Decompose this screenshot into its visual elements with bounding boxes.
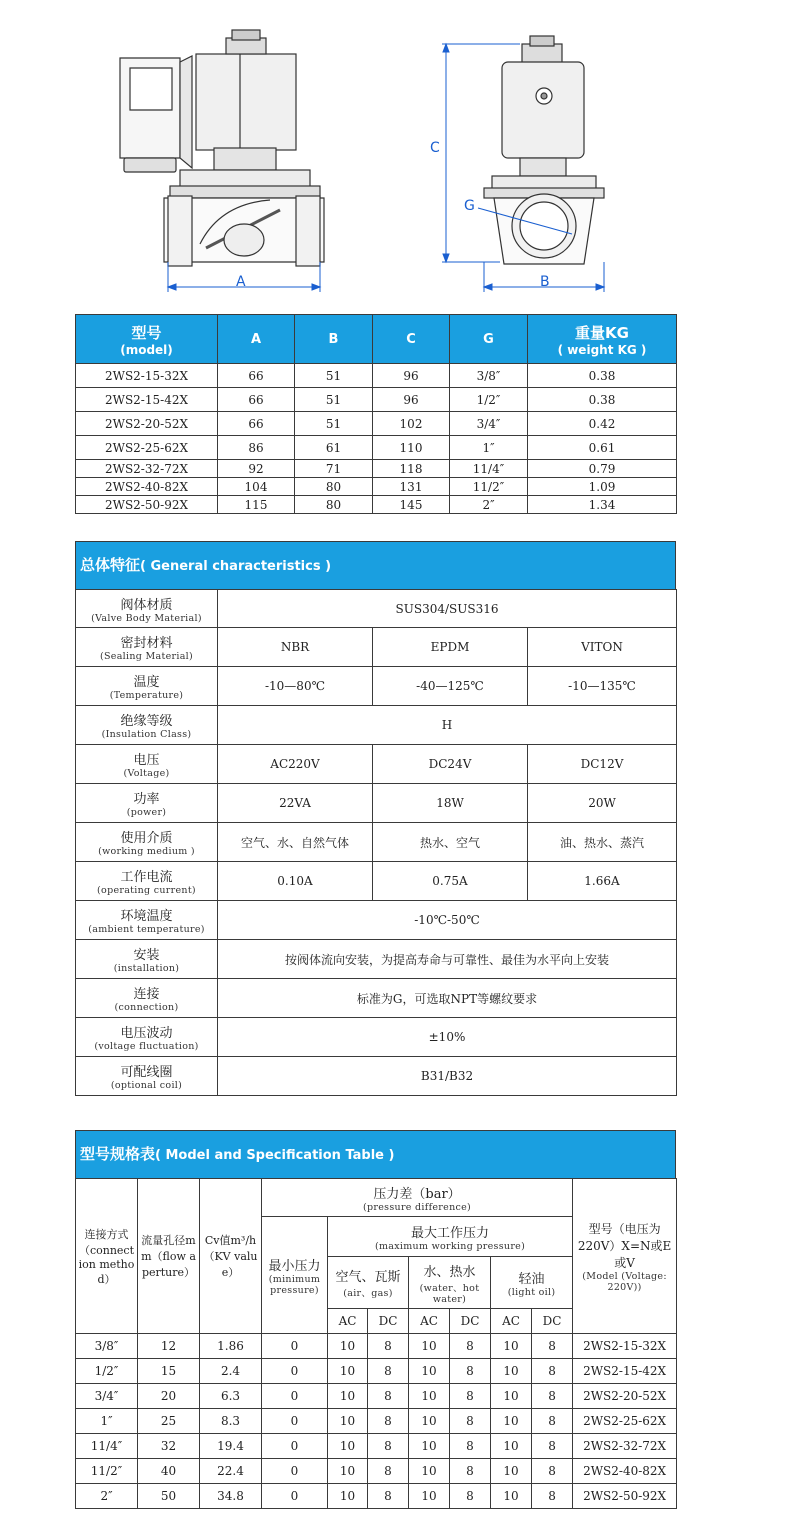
characteristic-label: 温度 (Temperature) [76, 667, 218, 706]
table-row [76, 745, 677, 784]
table-cell: 96 [373, 388, 450, 412]
table-cell: 32 [138, 1434, 200, 1459]
table-cell: 11/4″ [450, 460, 528, 478]
table-cell: 8 [532, 1434, 573, 1459]
table-cell: 8.3 [200, 1409, 262, 1434]
header-weight: 重量KG ( weight KG ) [528, 315, 677, 364]
table-cell: 22.4 [200, 1459, 262, 1484]
characteristic-value: B31/B32 [218, 1057, 677, 1096]
table-cell: 12 [138, 1334, 200, 1359]
characteristic-label: 绝缘等级 (Insulation Class) [76, 706, 218, 745]
table-cell: 2WS2-15-32X [76, 364, 218, 388]
table-cell: 50 [138, 1484, 200, 1509]
table-row [76, 590, 677, 628]
table-cell: 10 [328, 1334, 368, 1359]
table-cell: 11/2″ [450, 478, 528, 496]
table-cell: 8 [532, 1459, 573, 1484]
characteristic-value: AC220V [218, 745, 373, 784]
table-row [76, 1384, 677, 1409]
table-cell: 0 [262, 1359, 328, 1384]
table-row [76, 979, 677, 1018]
table-cell: 20 [138, 1384, 200, 1409]
table-cell: 3/4″ [76, 1384, 138, 1409]
header-flow: 流量孔径mm（flow aperture） [138, 1179, 200, 1334]
table-row [76, 436, 677, 460]
table-cell: 8 [450, 1409, 491, 1434]
header-ac: AC [491, 1309, 532, 1334]
table-cell: 2WS2-32-72X [573, 1434, 677, 1459]
table-cell: 51 [295, 364, 373, 388]
table-cell: 104 [218, 478, 295, 496]
table-cell: 10 [409, 1359, 450, 1384]
table-cell: 2WS2-15-32X [573, 1334, 677, 1359]
table-cell: 8 [368, 1409, 409, 1434]
characteristic-value: -40—125℃ [373, 667, 528, 706]
table-cell: 8 [450, 1459, 491, 1484]
characteristic-value: -10—135℃ [528, 667, 677, 706]
front-view [484, 36, 604, 264]
table-cell: 2WS2-15-42X [573, 1359, 677, 1384]
table-cell: 1/2″ [76, 1359, 138, 1384]
table-cell: 0.38 [528, 364, 677, 388]
table-cell: 10 [328, 1384, 368, 1409]
table-cell: 8 [532, 1484, 573, 1509]
table-cell: 10 [409, 1434, 450, 1459]
table-cell: 80 [295, 496, 373, 514]
header-air: 空气、瓦斯 (air、gas) [328, 1257, 409, 1309]
spec-title: 型号规格表 [80, 1145, 156, 1163]
characteristic-value: 22VA [218, 784, 373, 823]
header-dc: DC [450, 1309, 491, 1334]
table-row [76, 706, 677, 745]
header-connection: 连接方式（connection method） [76, 1179, 138, 1334]
table-cell: 8 [368, 1459, 409, 1484]
characteristic-value: 标准为G，可选取NPT等螺纹要求 [218, 979, 677, 1018]
table-row [76, 1057, 677, 1096]
characteristic-value: ±10% [218, 1018, 677, 1057]
characteristic-label: 安装 (installation) [76, 940, 218, 979]
characteristic-value: 热水、空气 [373, 823, 528, 862]
table-cell: 0.38 [528, 388, 677, 412]
header-g: G [450, 315, 528, 364]
table-cell: 10 [491, 1334, 532, 1359]
spec-table [75, 1130, 676, 1509]
characteristic-value: 按阀体流向安装，为提高寿命与可靠性、最佳为水平向上安装 [218, 940, 677, 979]
table-cell: 8 [450, 1484, 491, 1509]
table-row [76, 1434, 677, 1459]
spec-title-bar [75, 1130, 676, 1178]
table-cell: 6.3 [200, 1384, 262, 1409]
table-cell: 2″ [450, 496, 528, 514]
table-cell: 2.4 [200, 1359, 262, 1384]
table-cell: 1.86 [200, 1334, 262, 1359]
header-cv: Cv值m³/h（KV value） [200, 1179, 262, 1334]
table-row [76, 1334, 677, 1359]
table-cell: 25 [138, 1409, 200, 1434]
table-cell: 2WS2-40-82X [573, 1459, 677, 1484]
dimension-b-label: B [540, 274, 550, 290]
table-cell: 1″ [76, 1409, 138, 1434]
table-row [76, 784, 677, 823]
table-cell: 0 [262, 1459, 328, 1484]
header-pressure: 压力差（bar） (pressure difference) [262, 1179, 573, 1217]
table-cell: 10 [409, 1484, 450, 1509]
table-row [76, 460, 677, 478]
characteristic-value: 20W [528, 784, 677, 823]
table-cell: 0 [262, 1409, 328, 1434]
characteristic-value: 0.10A [218, 862, 373, 901]
table-cell: 40 [138, 1459, 200, 1484]
table-cell: 2WS2-20-52X [573, 1384, 677, 1409]
table-cell: 8 [532, 1409, 573, 1434]
characteristic-value: 油、热水、蒸汽 [528, 823, 677, 862]
table-cell: 10 [409, 1384, 450, 1409]
table-row [76, 667, 677, 706]
header-min-pressure: 最小压力 (minimum pressure) [262, 1217, 328, 1334]
dimensions-table [75, 314, 676, 514]
characteristic-label: 密封材料 (Sealing Material) [76, 628, 218, 667]
table-cell: 10 [409, 1459, 450, 1484]
table-cell: 2″ [76, 1484, 138, 1509]
table-cell: 2WS2-40-82X [76, 478, 218, 496]
table-cell: 10 [328, 1434, 368, 1459]
table-cell: 10 [409, 1334, 450, 1359]
table-row [76, 1459, 677, 1484]
table-cell: 71 [295, 460, 373, 478]
characteristic-value: DC12V [528, 745, 677, 784]
characteristic-label: 功率 (power) [76, 784, 218, 823]
table-cell: 10 [409, 1409, 450, 1434]
characteristic-label: 电压 (Voltage) [76, 745, 218, 784]
characteristic-value: SUS304/SUS316 [218, 590, 677, 628]
table-row [76, 364, 677, 388]
table-cell: 0 [262, 1334, 328, 1359]
table-cell: 10 [328, 1409, 368, 1434]
table-cell: 2WS2-50-92X [76, 496, 218, 514]
table-cell: 1/2″ [450, 388, 528, 412]
table-cell: 131 [373, 478, 450, 496]
table-cell: 10 [328, 1459, 368, 1484]
characteristic-value: -10℃-50℃ [218, 901, 677, 940]
table-cell: 0 [262, 1434, 328, 1459]
table-cell: 0 [262, 1484, 328, 1509]
characteristic-value: 空气、水、自然气体 [218, 823, 373, 862]
table-cell: 19.4 [200, 1434, 262, 1459]
table-cell: 51 [295, 412, 373, 436]
table-cell: 10 [491, 1484, 532, 1509]
characteristic-value: -10—80℃ [218, 667, 373, 706]
general-title-bar [75, 541, 676, 589]
header-ac: AC [328, 1309, 368, 1334]
characteristic-value: VITON [528, 628, 677, 667]
table-cell: 8 [450, 1384, 491, 1409]
table-cell: 3/8″ [76, 1334, 138, 1359]
table-row [76, 496, 677, 514]
table-cell: 8 [368, 1384, 409, 1409]
table-row [76, 1409, 677, 1434]
table-cell: 8 [368, 1359, 409, 1384]
characteristic-label: 工作电流 (operating current) [76, 862, 218, 901]
characteristic-value: 18W [373, 784, 528, 823]
table-row [76, 478, 677, 496]
table-cell: 66 [218, 388, 295, 412]
table-row [76, 628, 677, 667]
header-model: 型号（电压为220V）X=N或E或V (Model (Voltage: 220V)) [573, 1179, 677, 1334]
table-cell: 145 [373, 496, 450, 514]
table-cell: 10 [328, 1484, 368, 1509]
table-row [76, 940, 677, 979]
header-oil: 轻油 (light oil) [491, 1257, 573, 1309]
table-cell: 8 [368, 1434, 409, 1459]
table-cell: 0 [262, 1384, 328, 1409]
table-cell: 80 [295, 478, 373, 496]
table-cell: 3/4″ [450, 412, 528, 436]
table-row [76, 388, 677, 412]
table-cell: 0.61 [528, 436, 677, 460]
general-title: 总体特征 [80, 556, 141, 574]
table-cell: 92 [218, 460, 295, 478]
table-cell: 115 [218, 496, 295, 514]
valve-drawing [0, 0, 790, 300]
dimension-a-label: A [236, 274, 246, 290]
characteristic-label: 阀体材质 (Valve Body Material) [76, 590, 218, 628]
table-cell: 2WS2-32-72X [76, 460, 218, 478]
characteristic-value: 0.75A [373, 862, 528, 901]
table-row [76, 1484, 677, 1509]
table-cell: 15 [138, 1359, 200, 1384]
table-cell: 10 [491, 1459, 532, 1484]
dimension-c-label: C [430, 140, 440, 156]
table-cell: 8 [368, 1334, 409, 1359]
header-b: B [295, 315, 373, 364]
table-cell: 51 [295, 388, 373, 412]
general-title-en: ( General characteristics ) [140, 559, 332, 574]
header-dc: DC [368, 1309, 409, 1334]
table-cell: 0.42 [528, 412, 677, 436]
characteristic-label: 使用介质 (working medium ) [76, 823, 218, 862]
characteristic-label: 可配线圈 (optional coil) [76, 1057, 218, 1096]
table-cell: 118 [373, 460, 450, 478]
table-row [76, 862, 677, 901]
table-cell: 8 [450, 1334, 491, 1359]
table-cell: 2WS2-25-62X [76, 436, 218, 460]
table-cell: 2WS2-50-92X [573, 1484, 677, 1509]
header-c: C [373, 315, 450, 364]
table-cell: 2WS2-20-52X [76, 412, 218, 436]
characteristic-value: H [218, 706, 677, 745]
table-cell: 10 [491, 1434, 532, 1459]
table-cell: 8 [368, 1484, 409, 1509]
table-cell: 86 [218, 436, 295, 460]
table-cell: 8 [450, 1359, 491, 1384]
characteristic-label: 连接 (connection) [76, 979, 218, 1018]
table-cell: 0.79 [528, 460, 677, 478]
characteristic-value: 1.66A [528, 862, 677, 901]
table-cell: 34.8 [200, 1484, 262, 1509]
table-cell: 1″ [450, 436, 528, 460]
header-water: 水、热水 (water、hot water) [409, 1257, 491, 1309]
table-cell: 1.09 [528, 478, 677, 496]
table-cell: 11/2″ [76, 1459, 138, 1484]
table-cell: 11/4″ [76, 1434, 138, 1459]
header-a: A [218, 315, 295, 364]
header-ac: AC [409, 1309, 450, 1334]
table-row [76, 1018, 677, 1057]
header-max-pressure: 最大工作压力 (maximum working pressure) [328, 1217, 573, 1257]
table-cell: 1.34 [528, 496, 677, 514]
table-cell: 3/8″ [450, 364, 528, 388]
characteristic-label: 环境温度 (ambient temperature) [76, 901, 218, 940]
table-cell: 10 [491, 1409, 532, 1434]
header-model: 型号 (model) [76, 315, 218, 364]
characteristic-label: 电压波动 (voltage fluctuation) [76, 1018, 218, 1057]
general-characteristics [75, 541, 676, 1096]
header-dc: DC [532, 1309, 573, 1334]
table-row [76, 1359, 677, 1384]
table-cell: 102 [373, 412, 450, 436]
table-cell: 66 [218, 364, 295, 388]
side-view [120, 30, 324, 266]
table-cell: 10 [491, 1359, 532, 1384]
table-cell: 8 [532, 1359, 573, 1384]
table-row [76, 901, 677, 940]
table-cell: 2WS2-15-42X [76, 388, 218, 412]
dimension-g-label: G [464, 198, 475, 214]
characteristic-value: DC24V [373, 745, 528, 784]
table-cell: 8 [450, 1434, 491, 1459]
table-row [76, 412, 677, 436]
table-cell: 10 [328, 1359, 368, 1384]
table-cell: 61 [295, 436, 373, 460]
table-cell: 8 [532, 1384, 573, 1409]
characteristic-value: NBR [218, 628, 373, 667]
table-cell: 96 [373, 364, 450, 388]
table-cell: 8 [532, 1334, 573, 1359]
table-cell: 2WS2-25-62X [573, 1409, 677, 1434]
table-cell: 110 [373, 436, 450, 460]
table-cell: 66 [218, 412, 295, 436]
table-row [76, 823, 677, 862]
spec-title-en: ( Model and Specification Table ) [155, 1148, 395, 1163]
table-cell: 10 [491, 1384, 532, 1409]
characteristic-value: EPDM [373, 628, 528, 667]
